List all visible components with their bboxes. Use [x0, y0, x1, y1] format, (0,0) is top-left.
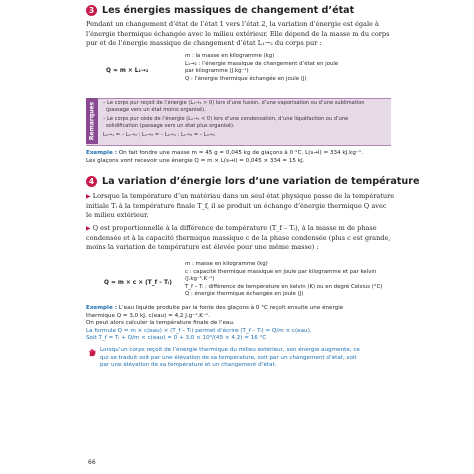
example-line: L’eau liquide produite par la fonte des glaçons à 0 °C reçoit ensuite une énergie — [118, 305, 344, 311]
example-line: La formule Q = m × c(eau) × (T_f – Tᵢ) permet d’écrire (T_f – Tᵢ) = Q/m × c(eau). — [86, 327, 312, 334]
section-3-title — [86, 5, 354, 16]
example-label: Exemple : — [86, 305, 117, 311]
remark-line: – Le corps pur cède de l’énergie (L₁→₂ < 0) lors d’une condensation, d’une liquéfaction ou d’une — [103, 116, 349, 122]
paragraph-line: condensée et à la capacité thermique massique c de la phase condensée (plus c est grande, — [86, 233, 391, 242]
paragraph-line: Lorsque la température d’un matériau dans un seul état physique passe de la température — [92, 192, 395, 200]
legend-item: par kilogramme (J.kg⁻¹) — [185, 68, 249, 75]
example-line: On fait fondre une masse m = 45 g = 0,045 kg de glaçons à 0 °C. L(s→l) = 334 kJ.kg⁻¹. — [118, 150, 363, 156]
example-label: Exemple : — [86, 150, 117, 156]
section-3-number: 3 — [86, 5, 97, 16]
paragraph-line: l’énergie thermique échangée avec le milieu extérieur. Elle dépend de la masse m du corps — [86, 29, 390, 38]
section-4-title — [86, 176, 419, 187]
remark-line: L₂→₁ = – L₁→₂ ; L₁→₂ = – L₂→₁ ; L₁→₃ = – L₃→₁ — [103, 132, 216, 138]
paragraph-line: Pendant un changement d’état de l’état 1 vers l’état 2, la variation d’énergie est égale à — [86, 20, 379, 28]
latent-heat-formula: Q = m × L₁→₂ — [106, 68, 149, 74]
note-line: par une élévation de sa température et un changement d’état. — [100, 362, 277, 369]
example-line: Soit T_f = Tᵢ + Q/m × c(eau) = 0 + 3,0 × 10³/(45 × 4,2) = 16 °C — [86, 335, 267, 342]
note-line: qui se traduit soit par une élévation de sa température, soit par un changement d’état, soit — [100, 354, 357, 361]
legend-item: Q : énergie thermique échangée en joule (J) — [185, 291, 304, 298]
hand-pointer-icon — [88, 348, 97, 357]
example-line: On peut alors calculer la température finale de l’eau. — [86, 320, 235, 327]
legend-item: Q : l’énergie thermique échangée en joule (J) — [185, 75, 307, 82]
bullet-triangle-icon: ▶ — [86, 193, 91, 200]
section-3-heading: Les énergies massiques de changement d’état — [102, 5, 355, 16]
paragraph-line: Q est proportionnelle à la différence de température (T_f – Tᵢ), à la masse m de phase — [92, 224, 377, 232]
bullet-triangle-icon: ▶ — [86, 225, 91, 232]
legend-item: L₁→₂ : l’énergie massique de changement d’état en joule — [185, 60, 339, 67]
legend-item: (J.kg⁻¹.K⁻¹) — [185, 276, 215, 283]
remarks-tab — [86, 98, 98, 144]
paragraph-line: le milieu extérieur. — [86, 211, 149, 219]
paragraph-line: pur et de l’énergie massique de changement d’état L₁→₂ du corps pur : — [86, 39, 322, 47]
heat-capacity-formula: Q = m × c × (T_f – Tᵢ) — [104, 280, 172, 286]
remarks-label: Remarques — [88, 101, 96, 141]
note-line: Lorsqu’un corps reçoit de l’énergie thermique du milieu extérieur, son énergie augmente, ce — [100, 347, 360, 353]
section-4-heading: La variation d’énergie lors d’une variation de température — [102, 176, 420, 187]
example-line: Les glaçons vont recevoir une énergie Q = m × L(s→l) = 0,045 × 334 = 15 kJ. — [86, 157, 305, 164]
remark-line: (passage vers un état moins organisé). — [106, 107, 206, 113]
legend-item: c : capacité thermique massique en joule par kilogramme et par kelvin — [185, 268, 377, 275]
section-4-number: 4 — [86, 176, 97, 187]
legend-item: m : masse en kilogramme (kg) — [185, 261, 268, 267]
remark-line: solidification (passage vers un état plus organisé). — [106, 123, 235, 129]
paragraph-line: initiale Tᵢ à la température finale T_f, il se produit un échange d’énergie thermique Q avec — [86, 201, 387, 210]
legend-item: m : la masse en kilogramme (kg) — [185, 53, 275, 59]
remark-line: – Le corps pur reçoit de l’énergie (L₁→₂ > 0) lors d’une fusion, d’une vaporisation ou d’une sublimation — [103, 100, 365, 106]
page-number: 66 — [88, 459, 96, 466]
legend-item: T_f – Tᵢ : différence de température en kelvin (K) ou en degré Celsius (°C) — [185, 283, 383, 290]
example-line: thermique Q = 3,0 kJ, c(eau) = 4,2 J.g⁻¹.K⁻¹. — [86, 312, 210, 319]
paragraph-line: moins la variation de température est élevée pour une même masse) : — [86, 243, 319, 251]
